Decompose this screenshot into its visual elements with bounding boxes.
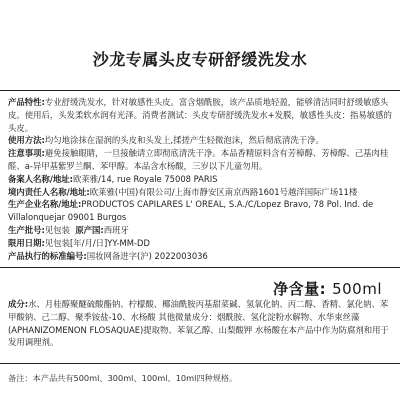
feature-text: 专业舒缓洗发水，针对敏感性头皮。富含烟酰胺，该产品质地轻盈，能够清洁同时舒缓敏感头皮。使用后，头发柔软水润有光泽。消费者测试：头皮专研舒缓洗发水+发膜，敏感性头皮：指易敏感的头皮。 — [8, 97, 392, 133]
expiry-block — [8, 237, 395, 250]
feature-label: 产品特性: — [8, 97, 45, 107]
batch-text: 见包装 — [44, 224, 70, 235]
domestic-label: 境内责任人名称/地址: — [8, 186, 90, 197]
registrant-text: 欧莱雅/14, rue Royale 75008 PARIS — [73, 173, 218, 184]
ingredients-text: 水、月桂醇聚醚硫酸酯钠、柠檬酸、椰油酰胺丙基甜菜碱、氢氧化钠、丙二醇、香精、氯化钠、苯甲酸钠、己二醇、聚季铵盐-10、水杨酸 其他微量成分：烟酰胺、氢化淀粉水解物、水华束丝藻(APHANIZOMENON FLOSAQUAE)提取物、苯氧乙醇、山梨酸钾 水杨酸在本产品中作为防腐剂和用于发用调理剂。 — [8, 299, 389, 348]
batch-label: 生产批号: — [8, 224, 45, 235]
registrant-label: 备案人名称/地址: — [8, 173, 74, 184]
net-content-value: 500ml — [332, 280, 382, 298]
product-title: 沙龙专属头皮专研舒缓洗发水 — [92, 50, 308, 69]
caution-text: 避免接触眼睛，一旦接触请立即彻底清洗干净。本品香精原料含有芳樟醇、芳樟醇、己基肉桂醛、a-异甲基紫罗兰酮、苯甲醇。本品含水杨酸，三岁以下儿童勿用。 — [8, 148, 389, 171]
divider-mid — [0, 267, 400, 268]
product-info — [8, 96, 395, 262]
expiry-label: 限用日期: — [8, 237, 45, 248]
caution-label: 注意事项: — [8, 148, 45, 159]
standard-label: 产品执行的标准编号: — [8, 250, 87, 261]
standard-block — [8, 250, 395, 263]
origin-label: 原产国: — [75, 224, 104, 235]
origin-text: 西班牙 — [103, 224, 129, 235]
divider-bottom — [0, 363, 400, 364]
ingredients-label: 成分: — [8, 299, 29, 309]
expiry-text: 见包装[年/月/日]YY-MM-DD — [44, 237, 150, 248]
producer-text: PRODUCTOS CAPILARES L' OREAL, S.A./C/Lopez Bravo, 78 Pol. Ind. de Villalonquejar 09001 Burgos — [8, 199, 374, 223]
method-block — [8, 134, 395, 147]
feature-block — [8, 96, 395, 134]
domestic-block — [8, 186, 395, 199]
net-content-label: 净含量: — [273, 280, 327, 298]
standard-text: 国妆网备进字(沪) 2022003036 — [86, 250, 208, 261]
method-text: 均匀地涂抹在湿润的头皮和头发上,揉搓产生轻微泡沫，然后彻底清洗干净。 — [44, 135, 324, 146]
batch-block — [8, 224, 395, 237]
producer-label: 生产企业名称/地址: — [8, 199, 82, 210]
method-label: 使用方法: — [8, 135, 45, 146]
domestic-text: 欧莱雅(中国)有限公司/上海市静安区南京西路1601号越洋国际广场11楼 — [89, 186, 358, 197]
registrant-block — [8, 173, 395, 186]
caution-block — [8, 147, 395, 173]
divider-top — [0, 90, 400, 91]
producer-block — [8, 198, 395, 224]
size-note: 备注：本产品共有500ml、300ml、100ml、10ml四种规格。 — [8, 373, 238, 383]
ingredients-block — [8, 298, 395, 349]
net-content — [273, 278, 382, 299]
